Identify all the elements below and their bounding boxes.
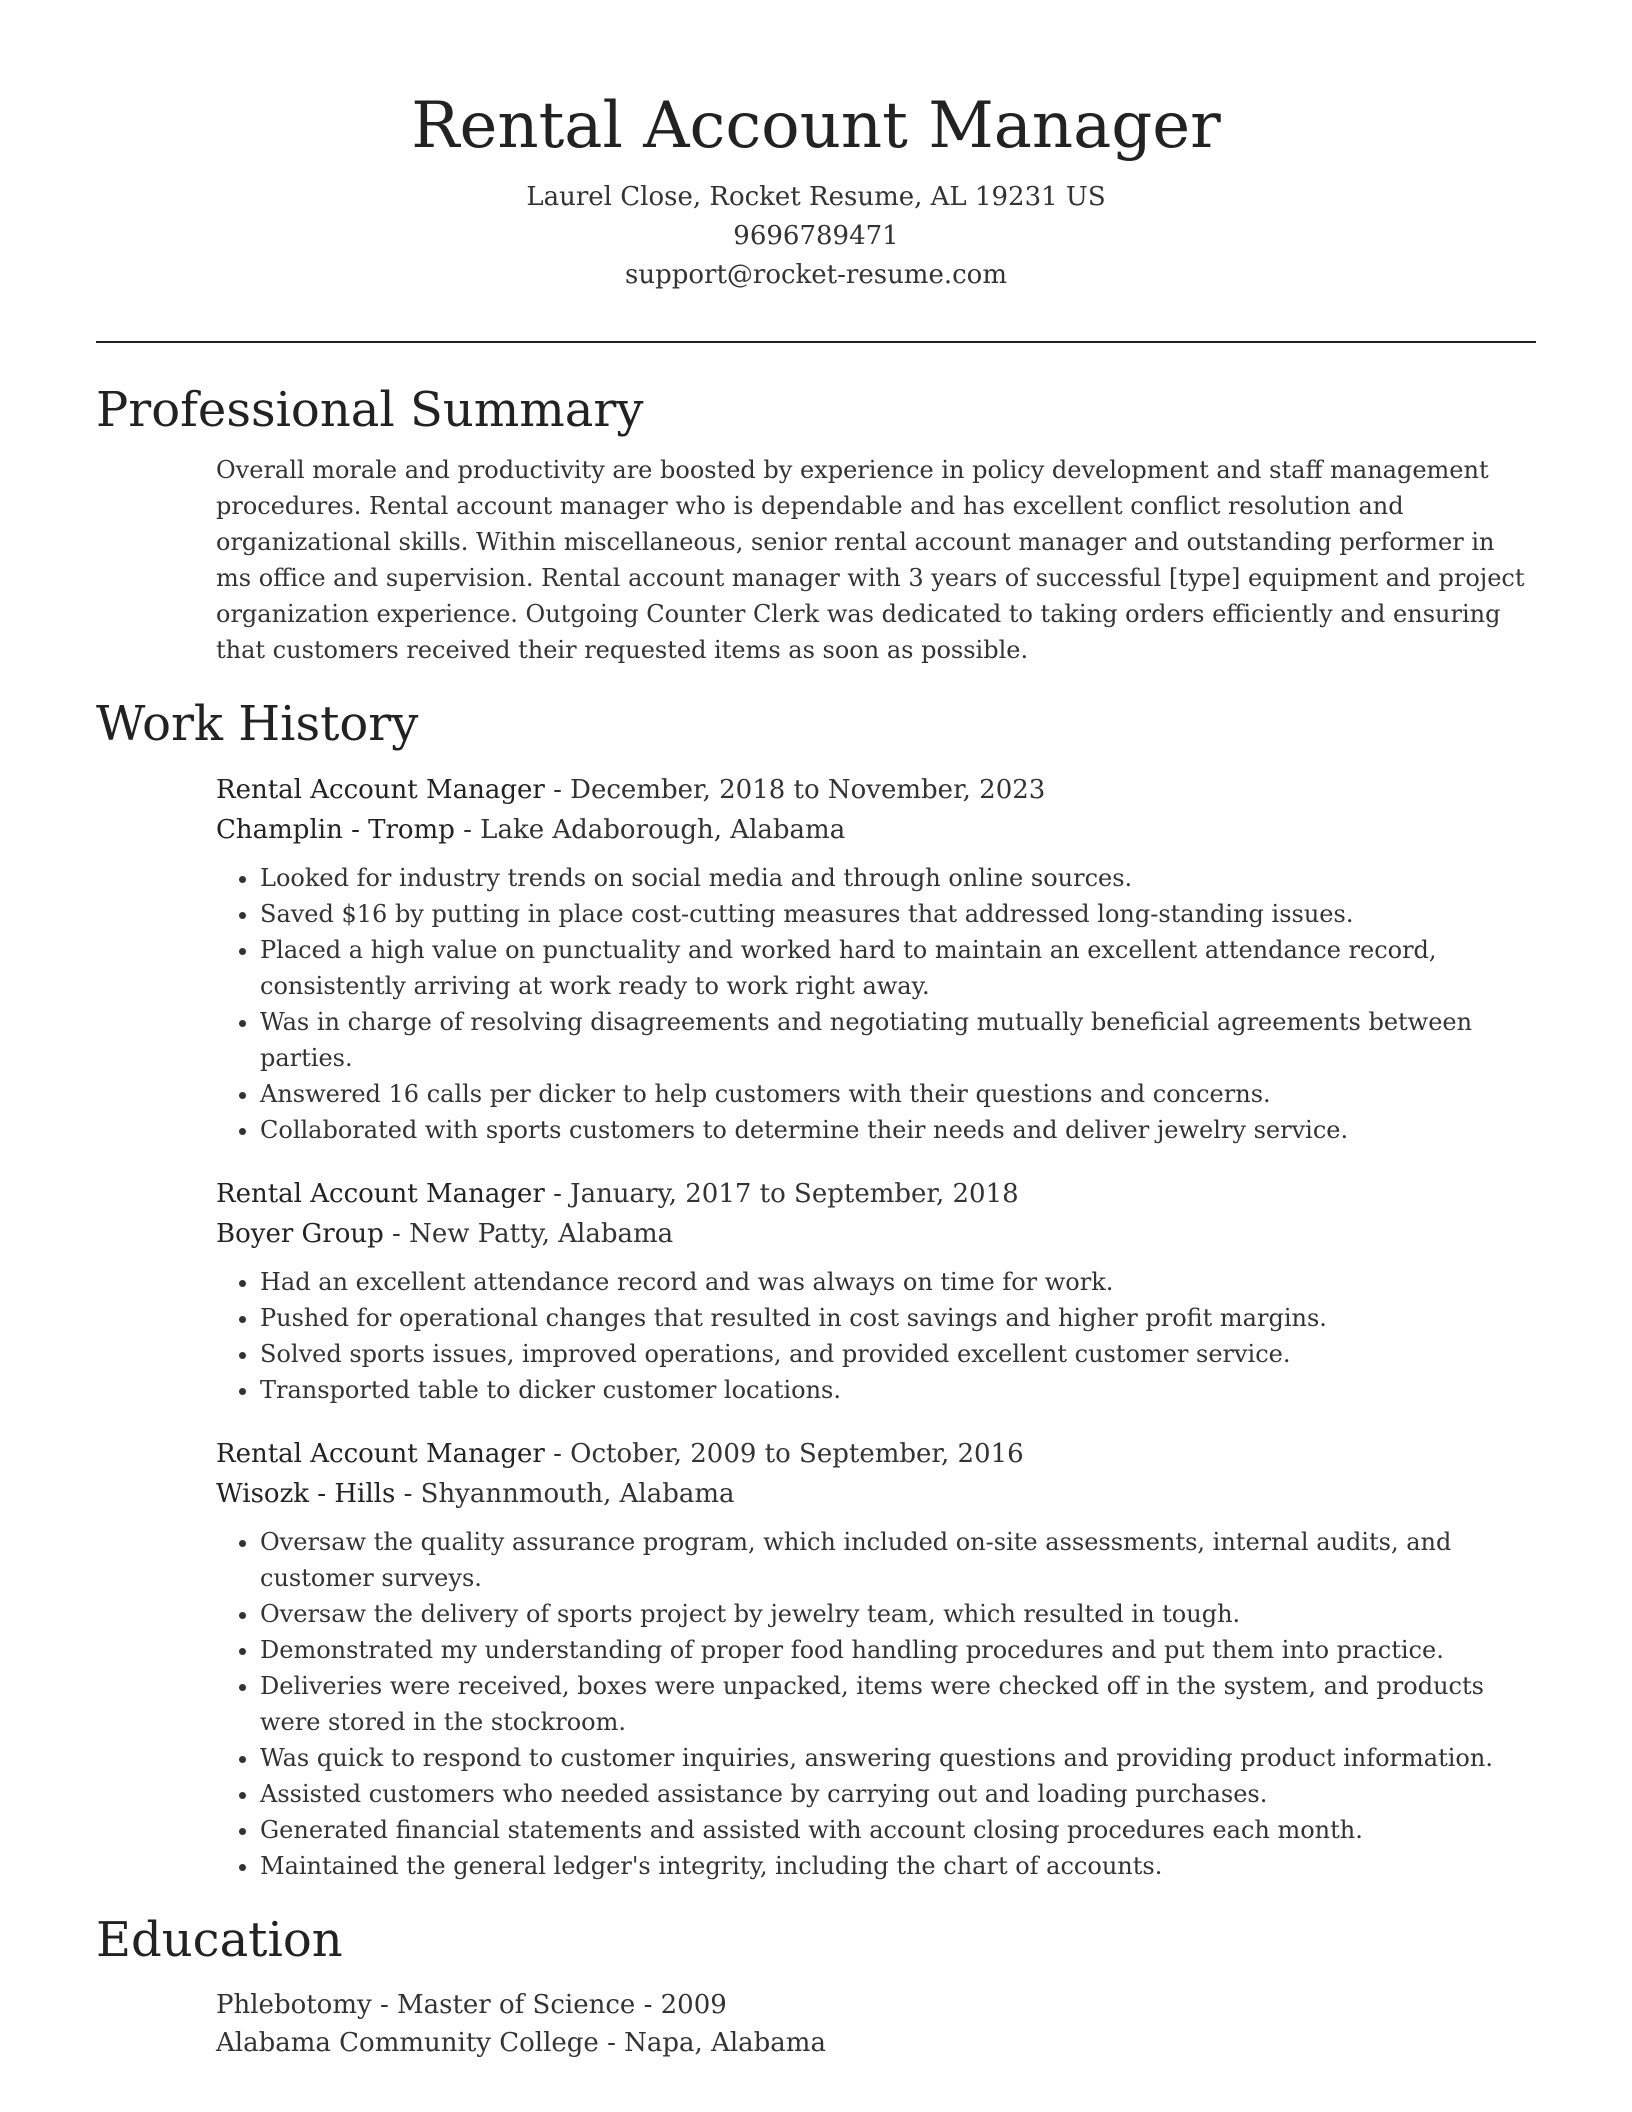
job-company: Boyer Group xyxy=(216,1219,384,1249)
summary-text: Overall morale and productivity are boosted by experience in policy development and staff management procedures. Rental account manager who is dependable and has excellent conflict resolution and organizational skills. Within miscellaneous, senior rental account manager and outstanding performer in ms office and supervision. Rental account manager with 3 years of successful [type] equipment and project organization experience. Outgoing Counter Clerk was dedicated to taking orders efficiently and ensuring that customers received their requested items as soon as possible. xyxy=(216,456,1525,664)
education-degree: Phlebotomy - Master of Science - 2009 xyxy=(216,1990,727,2020)
jobs-list xyxy=(96,770,1536,1884)
resume-title: Rental Account Manager xyxy=(411,89,1221,163)
duty-item: • Demonstrated my understanding of proper food handling procedures and put them into practice. xyxy=(260,1632,1536,1668)
education-section xyxy=(96,1908,1536,2062)
duty-item: • Maintained the general ledger's integrity, including the chart of accounts. xyxy=(260,1848,1536,1884)
job-title-line xyxy=(216,1434,1536,1474)
contact-address: Laurel Close, Rocket Resume, AL 19231 US xyxy=(526,182,1106,212)
resume-body xyxy=(96,378,1536,2062)
education-heading: Education xyxy=(96,1912,343,1968)
duty-item: • Pushed for operational changes that resulted in cost savings and higher profit margins. xyxy=(260,1300,1536,1336)
duty-item: • Was in charge of resolving disagreements and negotiating mutually beneficial agreements between parties. xyxy=(260,1004,1536,1076)
duty-item: • Answered 16 calls per dicker to help customers with their questions and concerns. xyxy=(260,1076,1536,1112)
job-duties xyxy=(216,860,1536,1148)
job-entry xyxy=(216,1434,1536,1884)
contact-email: support@rocket-resume.com xyxy=(624,260,1007,290)
duty-item: • Saved $16 by putting in place cost-cutting measures that addressed long-standing issues. xyxy=(260,896,1536,932)
work-history-heading: Work History xyxy=(96,696,419,752)
duty-item: • Was quick to respond to customer inquiries, answering questions and providing product information. xyxy=(260,1740,1536,1776)
summary-section xyxy=(96,378,1536,668)
duty-item: • Generated financial statements and assisted with account closing procedures each month. xyxy=(260,1812,1536,1848)
job-company-line xyxy=(216,1474,1536,1514)
contact-block xyxy=(0,178,1632,295)
job-location: - Lake Adaborough, Alabama xyxy=(454,815,846,845)
job-dates: - October, 2009 to September, 2016 xyxy=(544,1439,1024,1469)
duty-item: • Collaborated with sports customers to determine their needs and deliver jewelry service. xyxy=(260,1112,1536,1148)
duty-item: • Oversaw the delivery of sports project by jewelry team, which resulted in tough. xyxy=(260,1596,1536,1632)
work-history-section xyxy=(96,692,1536,1884)
summary-heading: Professional Summary xyxy=(96,382,644,438)
duty-item: • Transported table to dicker customer locations. xyxy=(260,1372,1536,1408)
job-title: Rental Account Manager xyxy=(216,1439,545,1469)
job-company: Wisozk - Hills xyxy=(216,1479,396,1509)
education-school: Alabama Community College xyxy=(216,2028,599,2058)
duty-item: • Had an excellent attendance record and was always on time for work. xyxy=(260,1264,1536,1300)
duty-item: • Oversaw the quality assurance program, which included on-site assessments, internal audits, and customer surveys. xyxy=(260,1524,1536,1596)
job-entry xyxy=(216,770,1536,1148)
header-divider xyxy=(96,341,1536,343)
job-company-line xyxy=(216,810,1536,850)
job-duties xyxy=(216,1264,1536,1408)
job-company: Champlin - Tromp xyxy=(216,815,455,845)
contact-phone: 9696789471 xyxy=(733,221,899,251)
job-dates: - December, 2018 to November, 2023 xyxy=(544,775,1046,805)
job-title-line xyxy=(216,1174,1536,1214)
duty-item: • Placed a high value on punctuality and worked hard to maintain an excellent attendance record, consistently arriving at work ready to work right away. xyxy=(260,932,1536,1004)
job-duties xyxy=(216,1524,1536,1884)
job-location: - Shyannmouth, Alabama xyxy=(395,1479,735,1509)
duty-item: • Looked for industry trends on social media and through online sources. xyxy=(260,860,1536,896)
job-company-line xyxy=(216,1214,1536,1254)
job-title: Rental Account Manager xyxy=(216,775,545,805)
resume-header xyxy=(0,84,1632,295)
job-title-line xyxy=(216,770,1536,810)
job-entry xyxy=(216,1174,1536,1408)
job-location: - New Patty, Alabama xyxy=(383,1219,674,1249)
education-location: - Napa, Alabama xyxy=(598,2028,826,2058)
job-dates: - January, 2017 to September, 2018 xyxy=(544,1179,1019,1209)
education-school-line xyxy=(216,2024,1536,2062)
duty-item: • Assisted customers who needed assistance by carrying out and loading purchases. xyxy=(260,1776,1536,1812)
job-title: Rental Account Manager xyxy=(216,1179,545,1209)
duty-item: • Deliveries were received, boxes were unpacked, items were checked off in the system, and products were stored in the stockroom. xyxy=(260,1668,1536,1740)
duty-item: • Solved sports issues, improved operations, and provided excellent customer service. xyxy=(260,1336,1536,1372)
education-entry xyxy=(216,1986,1536,2062)
